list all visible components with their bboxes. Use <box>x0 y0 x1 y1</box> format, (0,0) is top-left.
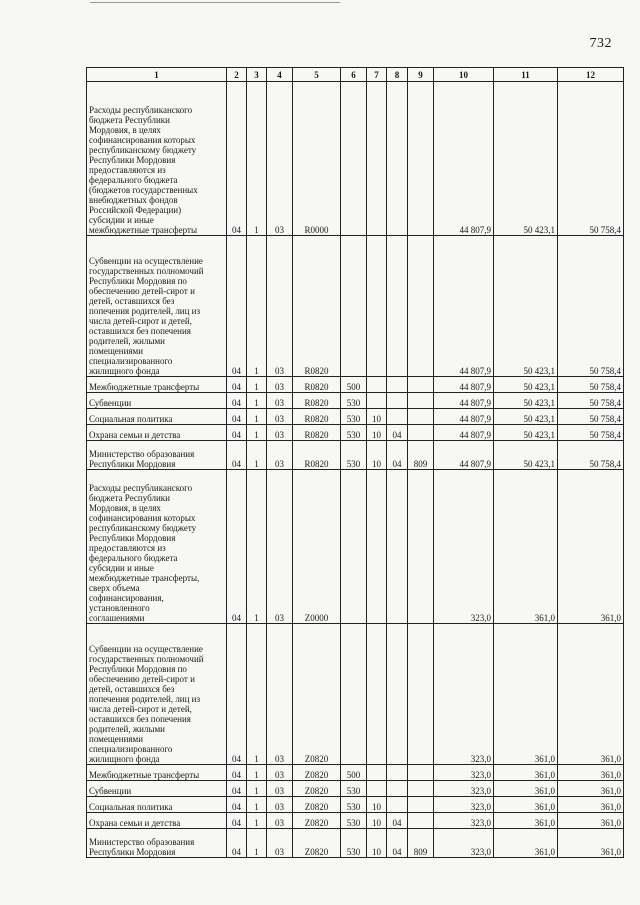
description-line: Республики Мордовия <box>89 847 176 857</box>
description-line: Социальная политика <box>89 414 173 424</box>
amount-cell-v10: 323,0 <box>434 624 494 765</box>
code-cell-c2: 04 <box>227 781 247 797</box>
amount-cell-v10: 44 807,9 <box>434 377 494 393</box>
description-line: числа детей-сирот и детей, <box>89 704 192 714</box>
description-line: Охрана семьи и детства <box>89 818 181 828</box>
description-line: Мордовия, в целях <box>89 503 161 513</box>
description-line: бюджета Республики <box>89 493 170 503</box>
table-body <box>87 82 624 858</box>
amount-cell-v10: 44 807,9 <box>434 425 494 441</box>
description-line: предоставляются из <box>89 543 166 553</box>
page-number: 732 <box>589 36 612 51</box>
code-cell-c7 <box>367 82 387 236</box>
table-row <box>87 624 624 765</box>
description-line: республиканскому бюджету <box>89 145 197 155</box>
description-line: Расходы республиканского <box>89 483 193 493</box>
description-line: предоставляются из <box>89 165 166 175</box>
code-cell-c7: 10 <box>367 813 387 829</box>
description-line: межбюджетные трансферты, <box>89 573 200 583</box>
code-cell-c9: 809 <box>408 829 434 858</box>
description-line: Республики Мордовия по <box>89 664 187 674</box>
description-line: попечения родителей, лиц из <box>89 306 201 316</box>
description-line: Республики Мордовия <box>89 533 176 543</box>
code-cell-c4: 03 <box>267 425 293 441</box>
column-header: 7 <box>367 68 387 82</box>
code-cell-c4: 03 <box>267 624 293 765</box>
description-line: Субвенции <box>89 398 132 408</box>
row-description <box>87 781 227 797</box>
amount-cell-v10: 323,0 <box>434 797 494 813</box>
amount-cell-v12: 361,0 <box>558 781 624 797</box>
code-cell-c6: 500 <box>341 377 367 393</box>
description-line: обеспечению детей-сирот и <box>89 286 195 296</box>
column-header: 12 <box>558 68 624 82</box>
code-cell-c8: 04 <box>387 829 408 858</box>
code-cell-c7: 10 <box>367 425 387 441</box>
description-line: Межбюджетные трансферты <box>89 770 200 780</box>
description-line: специализированного <box>89 356 173 366</box>
description-line: жилищного фонда <box>89 754 160 764</box>
code-cell-c8 <box>387 797 408 813</box>
amount-cell-v11: 50 423,1 <box>494 377 558 393</box>
code-cell-c9 <box>408 781 434 797</box>
amount-cell-v11: 361,0 <box>494 797 558 813</box>
description-line: межбюджетные трансферты <box>89 225 197 235</box>
code-cell-c2: 04 <box>227 441 247 470</box>
code-cell-c8 <box>387 236 408 377</box>
code-cell-c4: 03 <box>267 409 293 425</box>
amount-cell-v10: 323,0 <box>434 470 494 624</box>
description-line: детей, оставшихся без <box>89 296 175 306</box>
code-cell-c6: 530 <box>341 441 367 470</box>
code-cell-c8: 04 <box>387 813 408 829</box>
code-cell-c4: 03 <box>267 797 293 813</box>
code-cell-c3: 1 <box>247 624 267 765</box>
code-cell-c6: 530 <box>341 829 367 858</box>
amount-cell-v11: 361,0 <box>494 765 558 781</box>
description-line: Межбюджетные трансферты <box>89 382 200 392</box>
description-line: Субвенции <box>89 786 132 796</box>
description-line: Республики Мордовия <box>89 459 176 469</box>
description-line: Мордовия, в целях <box>89 125 161 135</box>
column-header: 9 <box>408 68 434 82</box>
amount-cell-v12: 361,0 <box>558 470 624 624</box>
code-cell-c4: 03 <box>267 82 293 236</box>
description-line: родителей, жилыми <box>89 336 165 346</box>
code-cell-c5: R0820 <box>293 236 341 377</box>
code-cell-c4: 03 <box>267 813 293 829</box>
code-cell-c2: 04 <box>227 765 247 781</box>
code-cell-c7 <box>367 393 387 409</box>
description-line: детей, оставшихся без <box>89 684 175 694</box>
amount-cell-v12: 361,0 <box>558 624 624 765</box>
description-line: внебюджетных фондов <box>89 195 178 205</box>
row-description <box>87 409 227 425</box>
code-cell-c2: 04 <box>227 393 247 409</box>
description-line: государственных полномочий <box>89 266 204 276</box>
code-cell-c7: 10 <box>367 797 387 813</box>
amount-cell-v11: 361,0 <box>494 829 558 858</box>
code-cell-c6 <box>341 236 367 377</box>
amount-cell-v11: 50 423,1 <box>494 393 558 409</box>
amount-cell-v11: 361,0 <box>494 470 558 624</box>
description-line: Субвенции на осуществление <box>89 644 203 654</box>
code-cell-c3: 1 <box>247 377 267 393</box>
amount-cell-v12: 50 758,4 <box>558 441 624 470</box>
description-line: Республики Мордовия <box>89 155 176 165</box>
table-row <box>87 441 624 470</box>
table-row <box>87 797 624 813</box>
description-line: Министерство образования <box>89 449 195 459</box>
row-description <box>87 441 227 470</box>
column-header: 2 <box>227 68 247 82</box>
table-header-row <box>87 68 624 82</box>
amount-cell-v11: 361,0 <box>494 624 558 765</box>
code-cell-c8 <box>387 82 408 236</box>
code-cell-c3: 1 <box>247 797 267 813</box>
column-header: 10 <box>434 68 494 82</box>
code-cell-c3: 1 <box>247 829 267 858</box>
code-cell-c6: 530 <box>341 813 367 829</box>
code-cell-c2: 04 <box>227 624 247 765</box>
code-cell-c6: 530 <box>341 797 367 813</box>
amount-cell-v12: 50 758,4 <box>558 393 624 409</box>
code-cell-c5: R0820 <box>293 377 341 393</box>
code-cell-c7 <box>367 624 387 765</box>
code-cell-c9 <box>408 236 434 377</box>
row-description <box>87 377 227 393</box>
code-cell-c7: 10 <box>367 441 387 470</box>
code-cell-c5: R0820 <box>293 409 341 425</box>
table-row <box>87 829 624 858</box>
table-row <box>87 470 624 624</box>
code-cell-c3: 1 <box>247 765 267 781</box>
code-cell-c3: 1 <box>247 470 267 624</box>
code-cell-c5: R0820 <box>293 425 341 441</box>
code-cell-c4: 03 <box>267 441 293 470</box>
code-cell-c6 <box>341 470 367 624</box>
table-row <box>87 393 624 409</box>
description-line: помещениями <box>89 346 144 356</box>
amount-cell-v11: 50 423,1 <box>494 82 558 236</box>
row-description <box>87 829 227 858</box>
code-cell-c7 <box>367 236 387 377</box>
code-cell-c8 <box>387 624 408 765</box>
row-description <box>87 393 227 409</box>
description-line: Субвенции на осуществление <box>89 256 203 266</box>
amount-cell-v12: 50 758,4 <box>558 82 624 236</box>
code-cell-c8: 04 <box>387 441 408 470</box>
code-cell-c3: 1 <box>247 409 267 425</box>
code-cell-c3: 1 <box>247 425 267 441</box>
code-cell-c7: 10 <box>367 829 387 858</box>
column-header: 8 <box>387 68 408 82</box>
code-cell-c2: 04 <box>227 409 247 425</box>
amount-cell-v10: 44 807,9 <box>434 82 494 236</box>
amount-cell-v12: 50 758,4 <box>558 425 624 441</box>
table-row <box>87 377 624 393</box>
amount-cell-v10: 44 807,9 <box>434 393 494 409</box>
description-line: специализированного <box>89 744 173 754</box>
code-cell-c8 <box>387 781 408 797</box>
amount-cell-v10: 44 807,9 <box>434 441 494 470</box>
code-cell-c5: Z0820 <box>293 829 341 858</box>
code-cell-c7 <box>367 470 387 624</box>
code-cell-c9 <box>408 797 434 813</box>
code-cell-c5: Z0820 <box>293 797 341 813</box>
description-line: Российской Федерации) <box>89 205 182 215</box>
amount-cell-v11: 50 423,1 <box>494 441 558 470</box>
code-cell-c4: 03 <box>267 829 293 858</box>
description-line: оставшихся без попечения <box>89 714 191 724</box>
code-cell-c4: 03 <box>267 377 293 393</box>
code-cell-c3: 1 <box>247 781 267 797</box>
description-line: софинансирования которых <box>89 513 196 523</box>
description-line: федерального бюджета <box>89 175 178 185</box>
code-cell-c9 <box>408 765 434 781</box>
code-cell-c5: R0000 <box>293 82 341 236</box>
description-line: соглашениями <box>89 613 145 623</box>
description-line: родителей, жилыми <box>89 724 165 734</box>
amount-cell-v11: 361,0 <box>494 813 558 829</box>
description-line: бюджета Республики <box>89 115 170 125</box>
code-cell-c9 <box>408 624 434 765</box>
table-row <box>87 781 624 797</box>
code-cell-c4: 03 <box>267 781 293 797</box>
amount-cell-v11: 50 423,1 <box>494 425 558 441</box>
row-description <box>87 236 227 377</box>
code-cell-c7: 10 <box>367 409 387 425</box>
code-cell-c4: 03 <box>267 470 293 624</box>
code-cell-c6: 530 <box>341 393 367 409</box>
description-line: Социальная политика <box>89 802 173 812</box>
row-description <box>87 797 227 813</box>
code-cell-c2: 04 <box>227 82 247 236</box>
code-cell-c2: 04 <box>227 470 247 624</box>
description-line: (бюджетов государственных <box>89 185 198 195</box>
code-cell-c3: 1 <box>247 236 267 377</box>
code-cell-c8 <box>387 377 408 393</box>
amount-cell-v10: 323,0 <box>434 813 494 829</box>
amount-cell-v10: 323,0 <box>434 765 494 781</box>
code-cell-c9 <box>408 393 434 409</box>
code-cell-c8 <box>387 409 408 425</box>
description-line: жилищного фонда <box>89 366 160 376</box>
code-cell-c9 <box>408 470 434 624</box>
code-cell-c6: 530 <box>341 781 367 797</box>
code-cell-c5: Z0820 <box>293 765 341 781</box>
code-cell-c3: 1 <box>247 813 267 829</box>
description-line: софинансирования которых <box>89 135 196 145</box>
row-description <box>87 813 227 829</box>
table-row <box>87 813 624 829</box>
code-cell-c5: Z0820 <box>293 813 341 829</box>
code-cell-c5: R0820 <box>293 393 341 409</box>
description-line: оставшихся без попечения <box>89 326 191 336</box>
description-line: республиканскому бюджету <box>89 523 197 533</box>
code-cell-c9 <box>408 82 434 236</box>
table-row <box>87 409 624 425</box>
amount-cell-v12: 361,0 <box>558 813 624 829</box>
code-cell-c3: 1 <box>247 441 267 470</box>
code-cell-c2: 04 <box>227 236 247 377</box>
description-line: Расходы республиканского <box>89 105 193 115</box>
code-cell-c8 <box>387 470 408 624</box>
amount-cell-v10: 44 807,9 <box>434 409 494 425</box>
code-cell-c7 <box>367 781 387 797</box>
description-line: помещениями <box>89 734 144 744</box>
code-cell-c5: Z0820 <box>293 781 341 797</box>
amount-cell-v12: 50 758,4 <box>558 409 624 425</box>
description-line: установленного <box>89 603 150 613</box>
code-cell-c5: Z0820 <box>293 624 341 765</box>
row-description <box>87 470 227 624</box>
table-row <box>87 82 624 236</box>
description-line: софинансирования, <box>89 593 164 603</box>
code-cell-c8 <box>387 393 408 409</box>
description-line: федерального бюджета <box>89 553 178 563</box>
row-description <box>87 425 227 441</box>
code-cell-c2: 04 <box>227 829 247 858</box>
table-row <box>87 765 624 781</box>
description-line: сверх объема <box>89 583 140 593</box>
code-cell-c6 <box>341 624 367 765</box>
amount-cell-v12: 50 758,4 <box>558 377 624 393</box>
description-line: субсидии и иные <box>89 563 154 573</box>
code-cell-c4: 03 <box>267 236 293 377</box>
code-cell-c9: 809 <box>408 441 434 470</box>
column-header: 6 <box>341 68 367 82</box>
code-cell-c7 <box>367 765 387 781</box>
row-description <box>87 82 227 236</box>
amount-cell-v12: 361,0 <box>558 765 624 781</box>
budget-table <box>86 67 624 858</box>
code-cell-c3: 1 <box>247 82 267 236</box>
code-cell-c2: 04 <box>227 813 247 829</box>
amount-cell-v10: 323,0 <box>434 781 494 797</box>
description-line: обеспечению детей-сирот и <box>89 674 195 684</box>
code-cell-c2: 04 <box>227 425 247 441</box>
description-line: Министерство образования <box>89 837 195 847</box>
code-cell-c9 <box>408 425 434 441</box>
code-cell-c6: 500 <box>341 765 367 781</box>
code-cell-c3: 1 <box>247 393 267 409</box>
code-cell-c9 <box>408 377 434 393</box>
code-cell-c9 <box>408 813 434 829</box>
code-cell-c2: 04 <box>227 377 247 393</box>
amount-cell-v11: 50 423,1 <box>494 236 558 377</box>
column-header: 11 <box>494 68 558 82</box>
code-cell-c5: R0820 <box>293 441 341 470</box>
amount-cell-v12: 361,0 <box>558 829 624 858</box>
description-line: попечения родителей, лиц из <box>89 694 201 704</box>
amount-cell-v10: 44 807,9 <box>434 236 494 377</box>
code-cell-c5: Z0000 <box>293 470 341 624</box>
description-line: числа детей-сирот и детей, <box>89 316 192 326</box>
column-header: 3 <box>247 68 267 82</box>
description-line: государственных полномочий <box>89 654 204 664</box>
code-cell-c6: 530 <box>341 409 367 425</box>
table-row <box>87 236 624 377</box>
amount-cell-v11: 361,0 <box>494 781 558 797</box>
row-description <box>87 624 227 765</box>
code-cell-c4: 03 <box>267 765 293 781</box>
code-cell-c8: 04 <box>387 425 408 441</box>
column-header: 1 <box>87 68 227 82</box>
code-cell-c6 <box>341 82 367 236</box>
row-description <box>87 765 227 781</box>
description-line: Республики Мордовия по <box>89 276 187 286</box>
scan-edge-line <box>90 2 340 3</box>
code-cell-c4: 03 <box>267 393 293 409</box>
amount-cell-v11: 50 423,1 <box>494 409 558 425</box>
amount-cell-v12: 361,0 <box>558 797 624 813</box>
table-row <box>87 425 624 441</box>
column-header: 5 <box>293 68 341 82</box>
code-cell-c9 <box>408 409 434 425</box>
description-line: Охрана семьи и детства <box>89 430 181 440</box>
code-cell-c6: 530 <box>341 425 367 441</box>
column-header: 4 <box>267 68 293 82</box>
code-cell-c2: 04 <box>227 797 247 813</box>
amount-cell-v10: 323,0 <box>434 829 494 858</box>
code-cell-c7 <box>367 377 387 393</box>
amount-cell-v12: 50 758,4 <box>558 236 624 377</box>
code-cell-c8 <box>387 765 408 781</box>
description-line: субсидии и иные <box>89 215 154 225</box>
